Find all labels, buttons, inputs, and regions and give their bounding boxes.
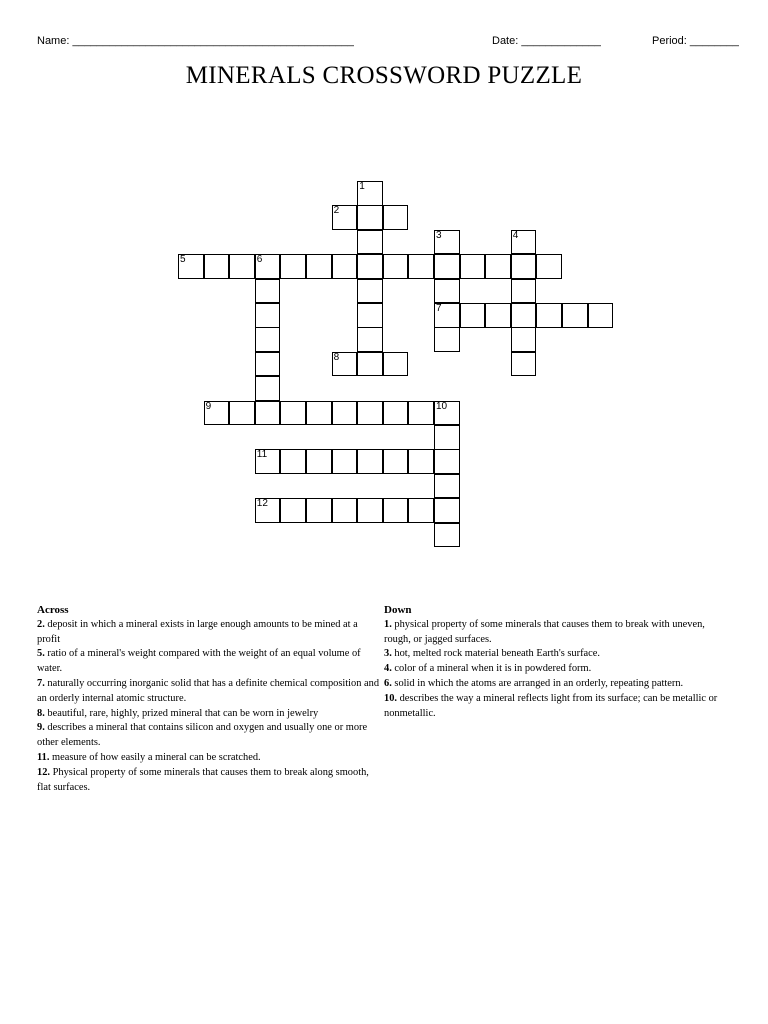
clue-item [37,751,382,766]
across-heading: Across [37,604,69,616]
clue-item [384,647,729,662]
clue-text: describes the way a mineral reflects light from its surface; can be metallic or nonmetallic. [384,692,718,719]
clue-number: 4. [384,663,392,675]
date-field[interactable]: Date: _____________ [492,35,601,47]
grid-cell[interactable] [434,474,460,499]
clue-number: 3 [436,229,442,241]
grid-cell[interactable] [280,254,306,279]
grid-cell[interactable] [229,401,255,426]
grid-cell[interactable] [511,230,537,255]
grid-cell[interactable] [255,498,281,523]
clue-number: 2. [37,618,45,630]
grid-cell[interactable] [332,352,358,377]
grid-cell[interactable] [306,449,332,474]
grid-cell[interactable] [434,425,460,450]
clue-number: 5 [180,254,186,266]
clue-item [384,677,729,692]
grid-cell[interactable] [562,303,588,328]
down-clue-list [384,618,729,722]
clue-item [37,707,382,722]
clue-text: solid in which the atoms are arranged in an orderly, repeating pattern. [394,677,684,689]
grid-cell[interactable] [434,449,460,474]
clue-number: 7. [37,677,45,689]
grid-cell[interactable] [434,327,460,352]
clue-item [37,618,382,648]
grid-cell[interactable] [408,254,434,279]
clue-number: 12 [256,498,268,510]
clue-number: 1. [384,618,392,630]
grid-cell[interactable] [280,401,306,426]
clue-item [384,662,729,677]
down-heading: Down [384,604,412,616]
grid-cell[interactable] [204,254,230,279]
grid-cell[interactable] [485,303,511,328]
clue-number: 11. [37,751,50,763]
clue-text: physical property of some minerals that causes them to break with uneven, rough, or jagged surfaces. [384,618,705,645]
down-clues [384,603,729,721]
clue-item [37,766,382,796]
grid-cell[interactable] [306,401,332,426]
clue-number: 8. [37,707,45,719]
grid-cell[interactable] [460,254,486,279]
clue-number: 12. [37,766,50,778]
clue-number: 7 [436,303,442,314]
grid-cell[interactable] [408,498,434,523]
grid-cell[interactable] [255,279,281,304]
clue-number: 1 [359,181,365,192]
clue-number: 4 [512,229,519,241]
grid-cell[interactable] [357,449,383,474]
grid-cell[interactable] [332,205,358,230]
clue-number: 5. [37,648,45,660]
grid-cell[interactable] [383,205,409,230]
clue-number: 3. [384,648,392,660]
clue-number: 6 [256,254,263,266]
clue-item [37,721,382,751]
grid-cell[interactable] [408,449,434,474]
grid-cell[interactable] [357,327,383,352]
grid-cell[interactable] [383,401,409,426]
grid-cell[interactable] [383,352,409,377]
clue-number: 6. [384,677,392,689]
clue-number: 9. [37,722,45,734]
clue-number: 9 [205,400,212,412]
clue-item [384,618,729,648]
grid-cell[interactable] [434,303,460,328]
period-field[interactable]: Period: ________ [652,35,739,47]
grid-cell[interactable] [383,254,409,279]
clue-text: describes a mineral that contains silicon and oxygen and usually one or more other elements. [37,722,368,749]
grid-cell[interactable] [460,303,486,328]
grid-cell[interactable] [280,498,306,523]
grid-cell[interactable] [588,303,614,328]
clue-text: deposit in which a mineral exists in large enough amounts to be mined at a profit [37,618,358,645]
clue-text: beautiful, rare, highly, prized mineral that can be worn in jewelry [47,707,319,719]
grid-cell[interactable] [357,352,383,377]
clue-number: 10. [384,692,397,704]
grid-cell[interactable] [255,401,281,426]
grid-cell[interactable] [357,205,383,230]
grid-cell[interactable] [357,279,383,304]
grid-cell[interactable] [332,401,358,426]
grid-cell[interactable] [434,254,460,279]
page-title: MINERALS CROSSWORD PUZZLE [185,62,583,89]
grid-cell[interactable] [357,254,383,279]
name-field[interactable]: Name: ______________________________________________ [37,35,354,47]
grid-cell[interactable] [255,303,281,328]
grid-cell[interactable] [255,449,281,474]
grid-cell[interactable] [383,449,409,474]
grid-cell[interactable] [306,254,332,279]
across-clue-list [37,618,382,796]
grid-cell[interactable] [536,254,562,279]
grid-cell[interactable] [408,401,434,426]
grid-cell[interactable] [485,254,511,279]
clue-text: ratio of a mineral's weight compared with the weight of an equal volume of water. [37,648,361,675]
grid-cell[interactable] [255,327,281,352]
grid-cell[interactable] [357,401,383,426]
clue-number: 11 [256,449,268,461]
grid-cell[interactable] [332,449,358,474]
grid-cell[interactable] [280,449,306,474]
grid-cell[interactable] [434,279,460,304]
grid-cell[interactable] [357,181,383,206]
grid-cell[interactable] [511,254,537,279]
grid-cell[interactable] [357,230,383,255]
grid-cell[interactable] [383,498,409,523]
grid-cell[interactable] [357,303,383,328]
grid-cell[interactable] [255,254,281,279]
grid-cell[interactable] [434,523,460,548]
grid-cell[interactable] [204,401,230,426]
clue-item [37,647,382,677]
clue-item [37,677,382,707]
grid-cell[interactable] [536,303,562,328]
clue-number: 2 [333,205,340,217]
grid-cell[interactable] [511,279,537,304]
clue-text: Physical property of some minerals that causes them to break along smooth, flat surfaces. [37,766,369,793]
across-clues [37,603,382,795]
clue-item [384,692,729,722]
clue-text: hot, melted rock material beneath Earth's surface. [394,648,600,660]
clue-number: 8 [333,351,340,363]
clue-number: 10 [436,400,448,412]
grid-cell[interactable] [511,352,537,377]
grid-cell[interactable] [434,230,460,255]
grid-cell[interactable] [306,498,332,523]
grid-cell[interactable] [332,254,358,279]
grid-cell[interactable] [178,254,204,279]
grid-cell[interactable] [357,498,383,523]
grid-cell[interactable] [511,303,537,328]
grid-cell[interactable] [229,254,255,279]
grid-cell[interactable] [332,498,358,523]
grid-cell[interactable] [255,352,281,377]
clue-text: naturally occurring inorganic solid that has a definite chemical composition and an orderly internal atomic structure. [37,677,380,704]
grid-cell[interactable] [434,498,460,523]
grid-cell[interactable] [511,327,537,352]
clue-text: color of a mineral when it is in powdered form. [394,663,592,675]
clue-text: measure of how easily a mineral can be scratched. [52,751,261,763]
grid-cell[interactable] [434,401,460,426]
grid-cell[interactable] [255,376,281,401]
